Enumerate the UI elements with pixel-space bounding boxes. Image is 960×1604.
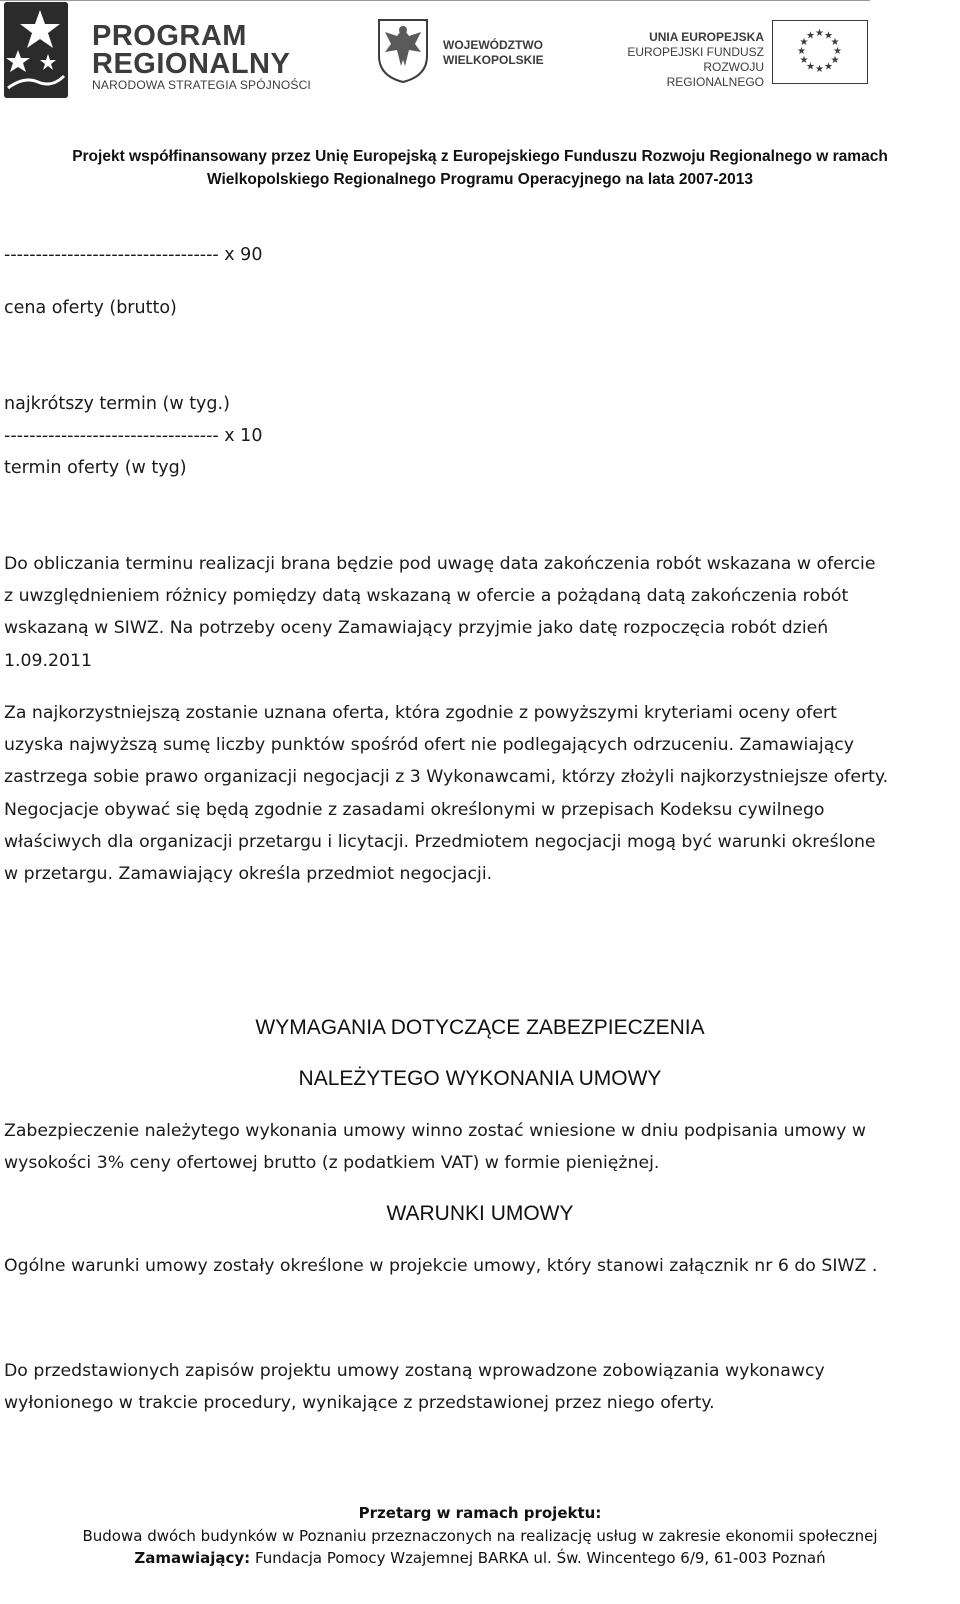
- footer-client-value: Fundacja Pomocy Wzajemnej BARKA ul. Św. Wincentego 6/9, 61-003 Poznań: [254, 1549, 826, 1567]
- svg-text:★: ★: [833, 46, 842, 57]
- eu-stars-icon: [773, 21, 866, 82]
- svg-text:★: ★: [806, 61, 815, 73]
- svg-text:★: ★: [806, 30, 815, 42]
- star-figure-icon: [4, 2, 68, 98]
- program-regionalny-logo-mark: [4, 2, 68, 98]
- paragraph-line: wyłonionego w trakcie procedury, wynikające z przedstawionej przez niego oferty.: [4, 1393, 715, 1414]
- paragraph-line: uzyska najwyższą sumę liczby punktów spośród ofert nie podlegających odrzuceniu. Zamawiający: [4, 735, 855, 756]
- voivodeship-line2: WIELKOPOLSKIE: [443, 53, 544, 67]
- svg-text:★: ★: [830, 37, 840, 48]
- paragraph-security-deposit: [4, 1115, 954, 1179]
- project-cofinancing-note: [0, 145, 960, 191]
- paragraph-line: Do przedstawionych zapisów projektu umowy zostaną wprowadzone zobowiązania wykonawcy: [4, 1361, 825, 1381]
- formula2-numerator: najkrótszy termin (w tyg.): [4, 394, 230, 414]
- formula1-denominator: cena oferty (brutto): [4, 298, 177, 318]
- heading-proper-performance: NALEŻYTEGO WYKONANIA UMOWY: [298, 1067, 662, 1090]
- footer: [0, 1502, 960, 1570]
- svg-text:★: ★: [815, 28, 824, 39]
- paragraph-line: Ogólne warunki umowy zostały określone w projekcie umowy, który stanowi załącznik nr 6 do SIWZ .: [4, 1256, 878, 1276]
- svg-text:★: ★: [797, 46, 806, 57]
- paragraph-line: Negocjacje obywać się będą zgodnie z zasadami określonymi w przepisach Kodeksu cywilnego: [4, 799, 825, 820]
- wielkopolska-coat-of-arms: [375, 16, 431, 84]
- formula1-fraction: ---------------------------------- x 90: [4, 245, 263, 265]
- program-title-line2: REGIONALNY: [92, 48, 291, 80]
- eu-label: [604, 30, 764, 90]
- footer-title: Przetarg w ramach projektu:: [358, 1504, 602, 1522]
- paragraph-line: Za najkorzystniejszą zostanie uznana oferta, która zgodnie z powyższymi kryteriami oceny ofert: [4, 703, 837, 723]
- voivodeship-line1: WOJEWÓDZTWO: [443, 38, 543, 52]
- paragraph-contractor-obligations: [4, 1355, 954, 1419]
- paragraph-contract-terms: [4, 1250, 954, 1282]
- paragraph-line: zastrzega sobie prawo organizacji negocjacji z 3 Wykonawcami, którzy złożyli najkorzystniejsze oferty.: [4, 767, 889, 788]
- footer-project: Budowa dwóch budynków w Poznaniu przeznaczonych na realizację usług w zakresie ekonomii społecznej: [82, 1526, 878, 1545]
- paragraph-best-offer: [4, 697, 954, 890]
- eu-line1: UNIA EUROPEJSKA: [649, 30, 764, 44]
- paragraph-line: Do obliczania terminu realizacji brana będzie pod uwagę data zakończenia robót wskazana w ofercie: [4, 554, 876, 574]
- eu-line2: EUROPEJSKI FUNDUSZ: [627, 45, 764, 59]
- svg-text:★: ★: [799, 55, 809, 66]
- paragraph-line: Zabezpieczenie należytego wykonania umowy winno zostać wniesione w dniu podpisania umowy w: [4, 1121, 866, 1141]
- footer-client-label: Zamawiający:: [134, 1549, 251, 1567]
- eu-line3: ROZWOJU REGIONALNEGO: [666, 60, 764, 89]
- paragraph-line: z uwzględnieniem różnicy pomiędzy datą wskazaną w ofercie a pożądaną datą zakończenia robót: [4, 586, 849, 607]
- heading-security-requirements: WYMAGANIA DOTYCZĄCE ZABEZPIECZENIA: [255, 1016, 705, 1039]
- project-line2: Wielkopolskiego Regionalnego Programu Operacyjnego na lata 2007-2013: [207, 171, 753, 188]
- svg-text:★: ★: [799, 37, 809, 48]
- formula2-fraction: ---------------------------------- x 10: [4, 426, 263, 446]
- svg-text:★: ★: [824, 30, 833, 42]
- paragraph-term-calculation: [4, 548, 954, 677]
- svg-text:★: ★: [830, 55, 840, 66]
- svg-text:★: ★: [815, 64, 824, 75]
- voivodeship-label: [443, 38, 544, 68]
- footer-client: [0, 1547, 960, 1570]
- heading-contract-terms: WARUNKI UMOWY: [386, 1202, 574, 1225]
- eagle-shield-icon: [375, 16, 431, 84]
- paragraph-line: wysokości 3% ceny ofertowej brutto (z podatkiem VAT) w formie pieniężnej.: [4, 1153, 660, 1174]
- program-subtitle: NARODOWA STRATEGIA SPÓJNOŚCI: [92, 78, 311, 92]
- paragraph-line: 1.09.2011: [4, 650, 92, 671]
- program-title-line1: PROGRAM: [92, 20, 247, 52]
- program-regionalny-title: [92, 22, 290, 78]
- eu-flag-icon: [772, 20, 868, 84]
- paragraph-line: właściwych dla organizacji przetargu i licytacji. Przedmiotem negocjacji mogą być warunki określone: [4, 831, 876, 852]
- project-line1: Projekt współfinansowany przez Unię Europejską z Europejskiego Funduszu Rozwoju Regionalnego w ramach: [72, 148, 888, 165]
- paragraph-line: w przetargu. Zamawiający określa przedmiot negocjacji.: [4, 864, 493, 885]
- svg-text:★: ★: [824, 61, 833, 73]
- paragraph-line: wskazaną w SIWZ. Na potrzeby oceny Zamawiający przyjmie jako datę rozpoczęcia robót dzień: [4, 618, 829, 639]
- formula2-denominator: termin oferty (w tyg): [4, 458, 187, 478]
- header-rule: [0, 0, 870, 1]
